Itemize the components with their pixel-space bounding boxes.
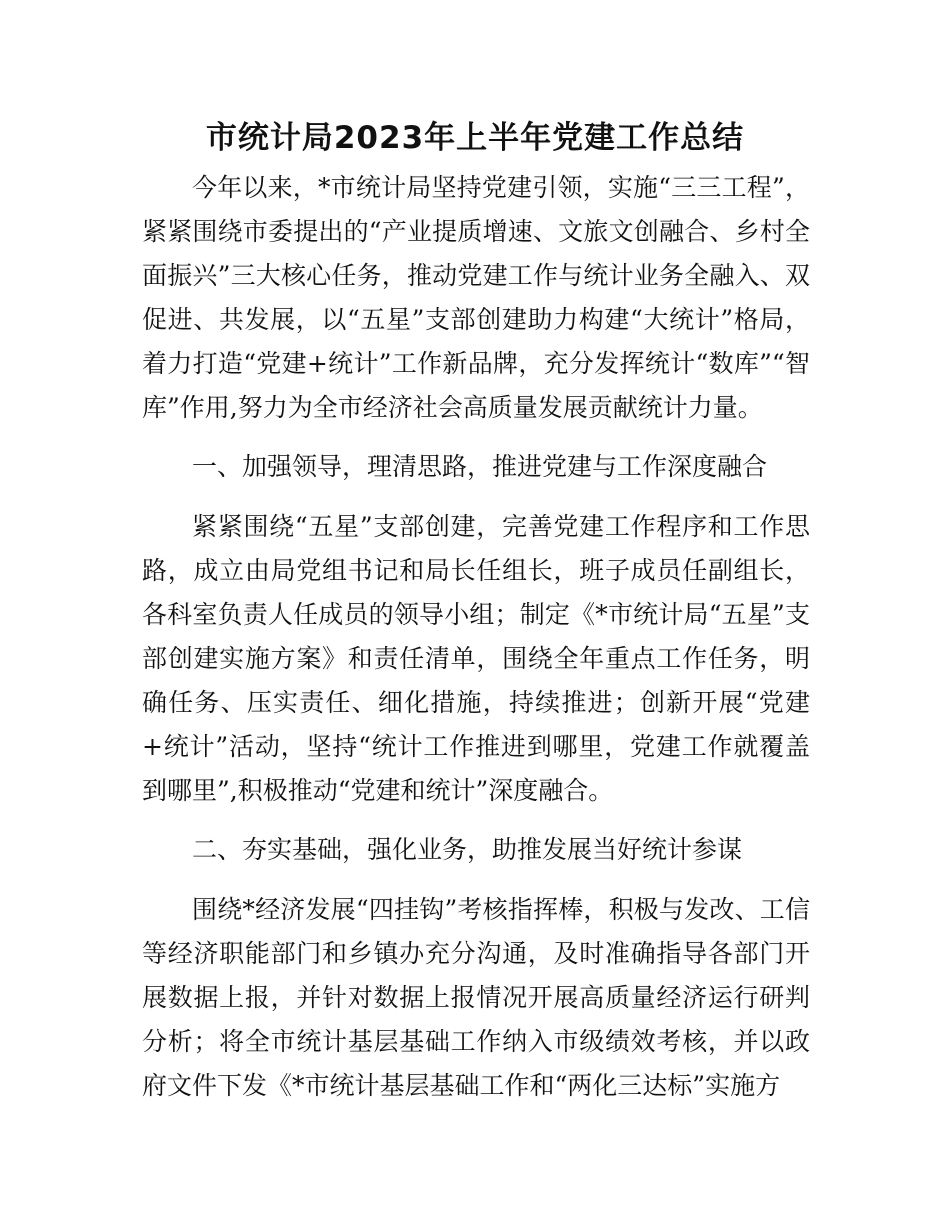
section-heading-2: 二、夯实基础，强化业务，助推发展当好统计参谋	[192, 835, 743, 864]
section-paragraph-2: 围绕*经济发展“四挂钩”考核指挥棒，积极与发改、工信等经济职能部门和乡镇办充分沟通，及时准确指导各部门开展数据上报，并针对数据上报情况开展高质量经济运行研判分析；将全市统计基层基础工作纳入市级绩效考核，并以政府文件下发《*市统计基层基础工作和“两化三达标”实施方	[142, 895, 810, 1100]
intro-paragraph: 今年以来，*市统计局坚持党建引领，实施“三三工程”，紧紧围绕市委提出的“产业提质增速、文旅文创融合、乡村全面振兴”三大核心任务，推动党建工作与统计业务全融入、双促进、共发展，以“五星”支部创建助力构建“大统计”格局，着力打造“党建+统计”工作新品牌，充分发挥统计“数库”“智库”作用,努力为全市经济社会高质量发展贡献统计力量。	[142, 173, 810, 422]
section-paragraph-1: 紧紧围绕“五星”支部创建，完善党建工作程序和工作思路，成立由局党组书记和局长任组长，班子成员任副组长，各科室负责人任成员的领导小组；制定《*市统计局“五星”支部创建实施方案》和责任清单，围绕全年重点工作任务，明确任务、压实责任、细化措施，持续推进；创新开展“党建+统计”活动，坚持“统计工作推进到哪里，党建工作就覆盖到哪里”,积极推动“党建和统计”深度融合。	[142, 512, 810, 805]
section-heading-1: 一、加强领导，理清思路，推进党建与工作深度融合	[192, 452, 768, 481]
document-body	[142, 166, 810, 1123]
document-title: 市统计局2023年上半年党建工作总结	[205, 120, 745, 156]
